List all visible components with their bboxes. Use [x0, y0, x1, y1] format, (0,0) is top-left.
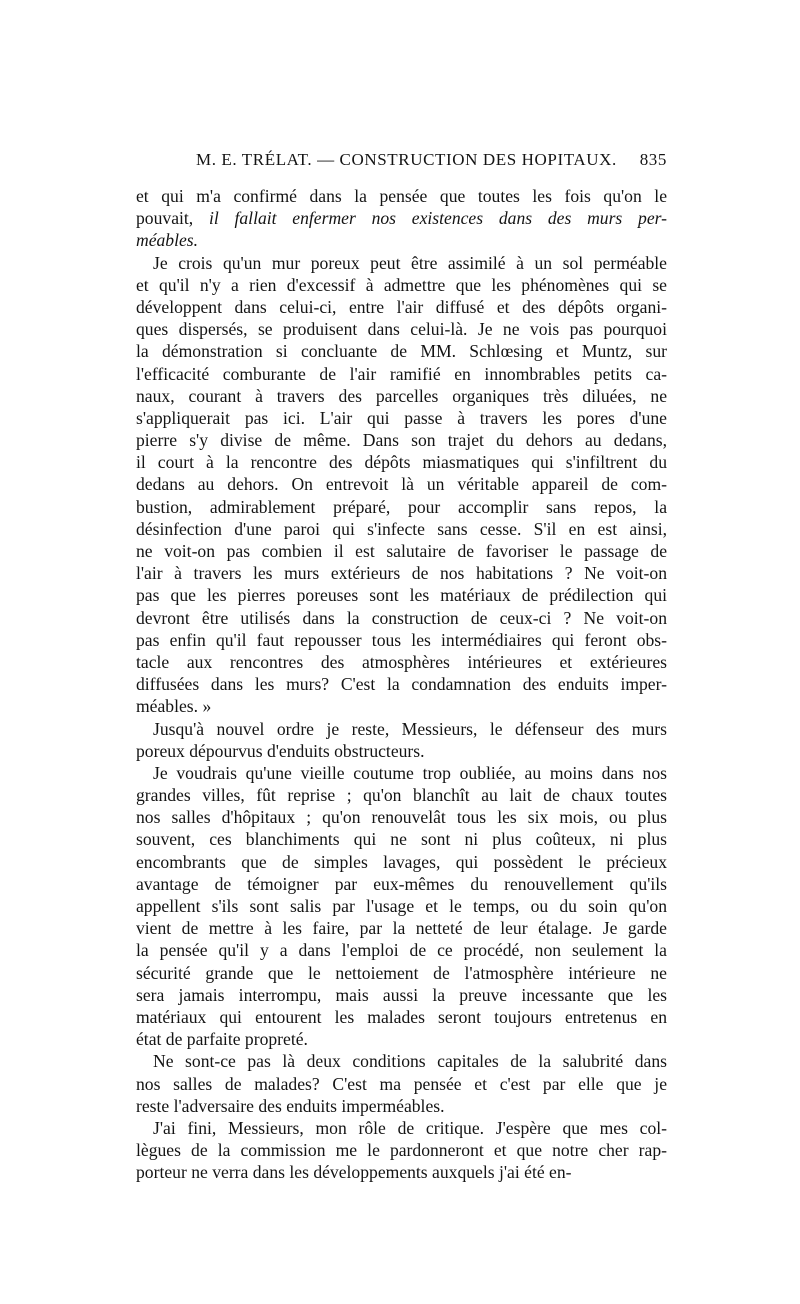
text-line: matériaux qui entourent les malades seront toujours entretenus en — [136, 1006, 667, 1027]
paragraph — [136, 1050, 667, 1117]
paragraph — [136, 252, 667, 718]
text-line: diffusées dans les murs? C'est la condamnation des enduits imper- — [136, 674, 667, 695]
text-line: méables. » — [136, 696, 212, 717]
text-line: grandes villes, fût reprise ; qu'on blanchît au lait de chaux toutes — [136, 785, 667, 806]
text-line: Je crois qu'un mur poreux peut être assimilé à un sol perméable — [153, 252, 667, 273]
text-line: lègues de la commission me le pardonneront et que notre cher rap- — [136, 1140, 667, 1161]
text-line: l'air à travers les murs extérieurs de nos habitations ? Ne voit-on — [136, 563, 667, 584]
text-line: naux, courant à travers des parcelles organiques très diluées, ne — [136, 385, 667, 406]
text-line: pouvait, il fallait enfermer nos existences dans des murs per- — [136, 208, 668, 229]
body-text — [136, 185, 667, 1183]
paragraph — [136, 1117, 667, 1184]
text-line: la pensée qu'il y a dans l'emploi de ce procédé, non seulement la — [136, 940, 667, 961]
text-line: souvent, ces blanchiments qui ne sont ni plus coûteux, ni plus — [136, 829, 667, 850]
text-line: tacle aux rencontres des atmosphères intérieures et extérieures — [136, 651, 667, 672]
text-line: sécurité grande que le nettoiement de l'atmosphère intérieure ne — [136, 962, 667, 983]
text-line: ques dispersés, se produisent dans celui-là. Je ne vois pas pourquoi — [136, 319, 667, 340]
text-line: l'efficacité comburante de l'air ramifié en innombrables petits ca- — [136, 363, 667, 384]
text-line: méables. — [136, 230, 199, 251]
paragraph — [136, 185, 667, 252]
text-line: développent dans celui-ci, entre l'air diffusé et des dépôts organi- — [136, 296, 667, 317]
running-title: M. E. TRÉLAT. — CONSTRUCTION DES HOPITAUX. — [196, 150, 617, 169]
text-line: il court à la rencontre des dépôts miasmatiques qui s'infiltrent du — [136, 452, 667, 473]
text-line: pas que les pierres poreuses sont les matériaux de prédilection qui — [136, 585, 667, 606]
text-line: et qui m'a confirmé dans la pensée que toutes les fois qu'on le — [136, 186, 667, 206]
text-line: bustion, admirablement préparé, pour accomplir sans repos, la — [136, 496, 667, 517]
text-line: et qu'il n'y a rien d'excessif à admettre que les phénomènes qui se — [136, 274, 667, 295]
text-line: avantage de témoigner par eux-mêmes du renouvellement qu'ils — [136, 873, 667, 894]
page-number: 835 — [639, 150, 667, 169]
text-line: la démonstration si concluante de MM. Schlœsing et Muntz, sur — [136, 341, 667, 362]
text-line: appellent s'ils sont salis par l'usage et le temps, ou du soin qu'on — [136, 896, 667, 916]
text-line: pierre s'y divise de même. Dans son trajet du dehors au dedans, — [136, 430, 667, 451]
text-line: encombrants que de simples lavages, qui possèdent le précieux — [136, 851, 667, 872]
text-line: nos salles de malades? C'est ma pensée et c'est par elle que je — [136, 1073, 667, 1094]
text-line: désinfection d'une paroi qui s'infecte sans cesse. S'il en est ainsi, — [136, 518, 667, 539]
running-header — [136, 150, 667, 178]
text-line: vient de mettre à les faire, par la netteté de leur étalage. Je garde — [136, 918, 667, 939]
text-line: état de parfaite propreté. — [136, 1029, 308, 1050]
text-line: nos salles d'hôpitaux ; qu'on renouvelât tous les six mois, ou plus — [136, 807, 667, 828]
text-line: Ne sont-ce pas là deux conditions capitales de la salubrité dans — [153, 1051, 667, 1072]
text-line: pas enfin qu'il faut repousser tous les intermédiaires qui feront obs- — [136, 629, 667, 650]
text-line: porteur ne verra dans les développements auxquels j'ai été en- — [136, 1162, 572, 1183]
text-line: ne voit-on pas combien il est salutaire de favoriser le passage de — [136, 541, 667, 561]
text-line: devront être utilisés dans la construction de ceux-ci ? Ne voit-on — [136, 607, 667, 628]
text-line: s'appliquerait pas ici. L'air qui passe à travers les pores d'une — [136, 407, 667, 428]
text-line: sera jamais interrompu, mais aussi la preuve incessante que les — [136, 984, 667, 1005]
text-line: Jusqu'à nouvel ordre je reste, Messieurs, le défenseur des murs — [153, 718, 667, 739]
text-line: dedans au dehors. On entrevoit là un véritable appareil de com- — [136, 474, 667, 495]
text-line: J'ai fini, Messieurs, mon rôle de critique. J'espère que mes col- — [153, 1117, 667, 1138]
paragraph — [136, 718, 667, 762]
text-line: Je voudrais qu'une vieille coutume trop oubliée, au moins dans nos — [153, 762, 667, 783]
paragraph — [136, 762, 667, 1050]
text-line: poreux dépourvus d'enduits obstructeurs. — [136, 740, 425, 761]
text-line: reste l'adversaire des enduits imperméables. — [136, 1095, 445, 1116]
